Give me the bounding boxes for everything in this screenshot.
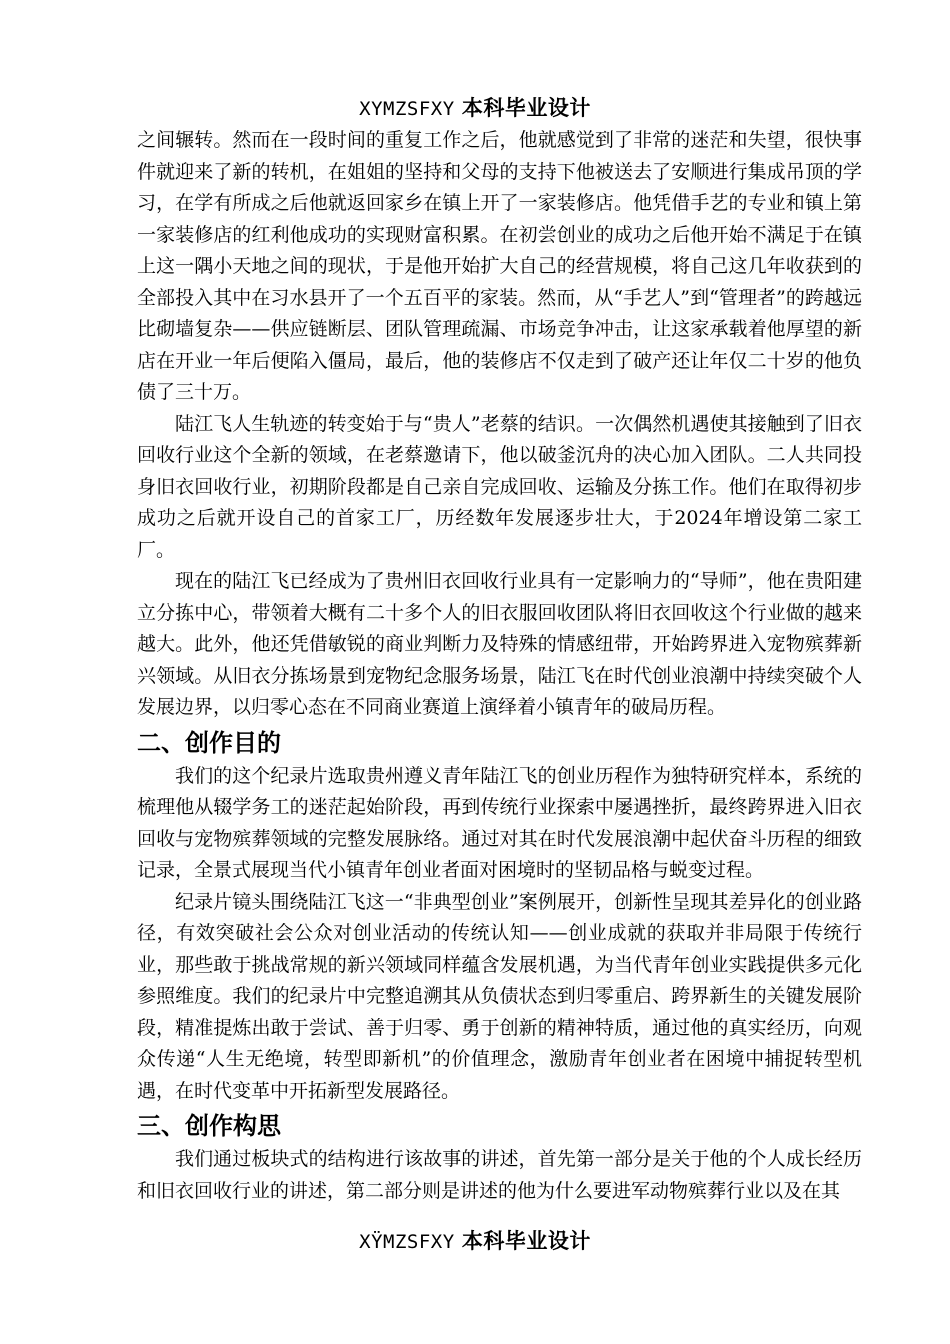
document-body xyxy=(137,125,862,1207)
section-heading-concept: 三、创作构思 xyxy=(137,1112,281,1140)
paragraph: 我们通过板块式的结构进行该故事的讲述，首先第一部分是关于他的个人成长经历和旧衣回收行业的讲述，第二部分则是讲述的他为什么要进军动物殡葬行业以及在其 xyxy=(137,1148,862,1202)
paragraph-continued: 之间辗转。然而在一段时间的重复工作之后，他就感觉到了非常的迷茫和失望，很快事件就迎来了新的转机，在姐姐的坚持和父母的支持下他被送去了安顺进行集成吊顶的学习，在学有所成之后他就返回家乡在镇上开了一家装修店。他凭借手艺的专业和镇上第一家装修店的红利他成功的实现财富积累。在初尝创业的成功之后他开始不满足于在镇上这一隅小天地之间的现状，于是他开始扩大自己的经营规模，将自己这几年收获到的全部投入其中在习水县开了一个五百平的家装。然而，从“手艺人”到“管理者”的跨越远比砌墙复杂——供应链断层、团队管理疏漏、市场竞争冲击，让这家承载着他厚望的新店在开业一年后便陷入僵局，最后，他的装修店不仅走到了破产还让年仅二十岁的他负债了三十万。 xyxy=(137,129,862,403)
paragraph: 我们的这个纪录片选取贵州遵义青年陆江飞的创业历程作为独特研究样本，系统的梳理他从辍学务工的迷茫起始阶段，再到传统行业探索中屡遇挫折，最终跨界进入旧衣回收与宠物殡葬领域的完整发展脉络。通过对其在时代发展浪潮中起伏奋斗历程的细致记录，全景式展现当代小镇青年创业者面对困境时的坚韧品格与蜕变过程。 xyxy=(137,764,862,881)
paragraph: 纪录片镜头围绕陆江飞这一“非典型创业”案例展开，创新性呈现其差异化的创业路径，有效突破社会公众对创业活动的传统认知——创业成就的获取并非局限于传统行业，那些敢于挑战常规的新兴领域同样蕴含发展机遇，为当代青年创业实践提供多元化参照维度。我们的纪录片中完整追溯其从负债状态到归零重启、跨界新生的关键发展阶段，精准提炼出敢于尝试、善于归零、勇于创新的精神特质，通过他的真实经历，向观众传递“人生无绝境，转型即新机”的价值理念，激励青年创业者在困境中捕捉转型机遇，在时代变革中开拓新型发展路径。 xyxy=(137,890,862,1102)
footer-latin: XŸMZSFXY xyxy=(359,1231,455,1253)
footer-title: 本科毕业设计 xyxy=(461,1229,591,1253)
header-title: 本科毕业设计 xyxy=(461,96,591,120)
section-heading-purpose: 二、创作目的 xyxy=(137,728,281,757)
header-latin: XYMZSFXY xyxy=(359,98,455,120)
paragraph: 陆江飞人生轨迹的转变始于与“贵人”老蔡的结识。一次偶然机遇使其接触到了旧衣回收行业这个全新的领域，在老蔡邀请下，他以破釜沉舟的决心加入团队。二人共同投身旧衣回收行业，初期阶段都是自己亲自完成回收、运输及分拣工作。他们在取得初步成功之后就开设自己的首家工厂，历经数年发展逐步壮大，于2024年增设第二家工厂。 xyxy=(137,412,862,561)
page-footer xyxy=(0,1225,950,1255)
paragraph: 现在的陆江飞已经成为了贵州旧衣回收行业具有一定影响力的“导师”，他在贵阳建立分拣中心，带领着大概有二十多个人的旧衣服回收团队将旧衣回收这个行业做的越来越大。此外，他还凭借敏锐的商业判断力及特殊的情感纽带，开始跨界进入宠物殡葬新兴领域。从旧衣分拣场景到宠物纪念服务场景，陆江飞在时代创业浪潮中持续突破个人发展边界，以归零心态在不同商业赛道上演绎着小镇青年的破局历程。 xyxy=(137,570,862,718)
page-header xyxy=(0,92,950,122)
